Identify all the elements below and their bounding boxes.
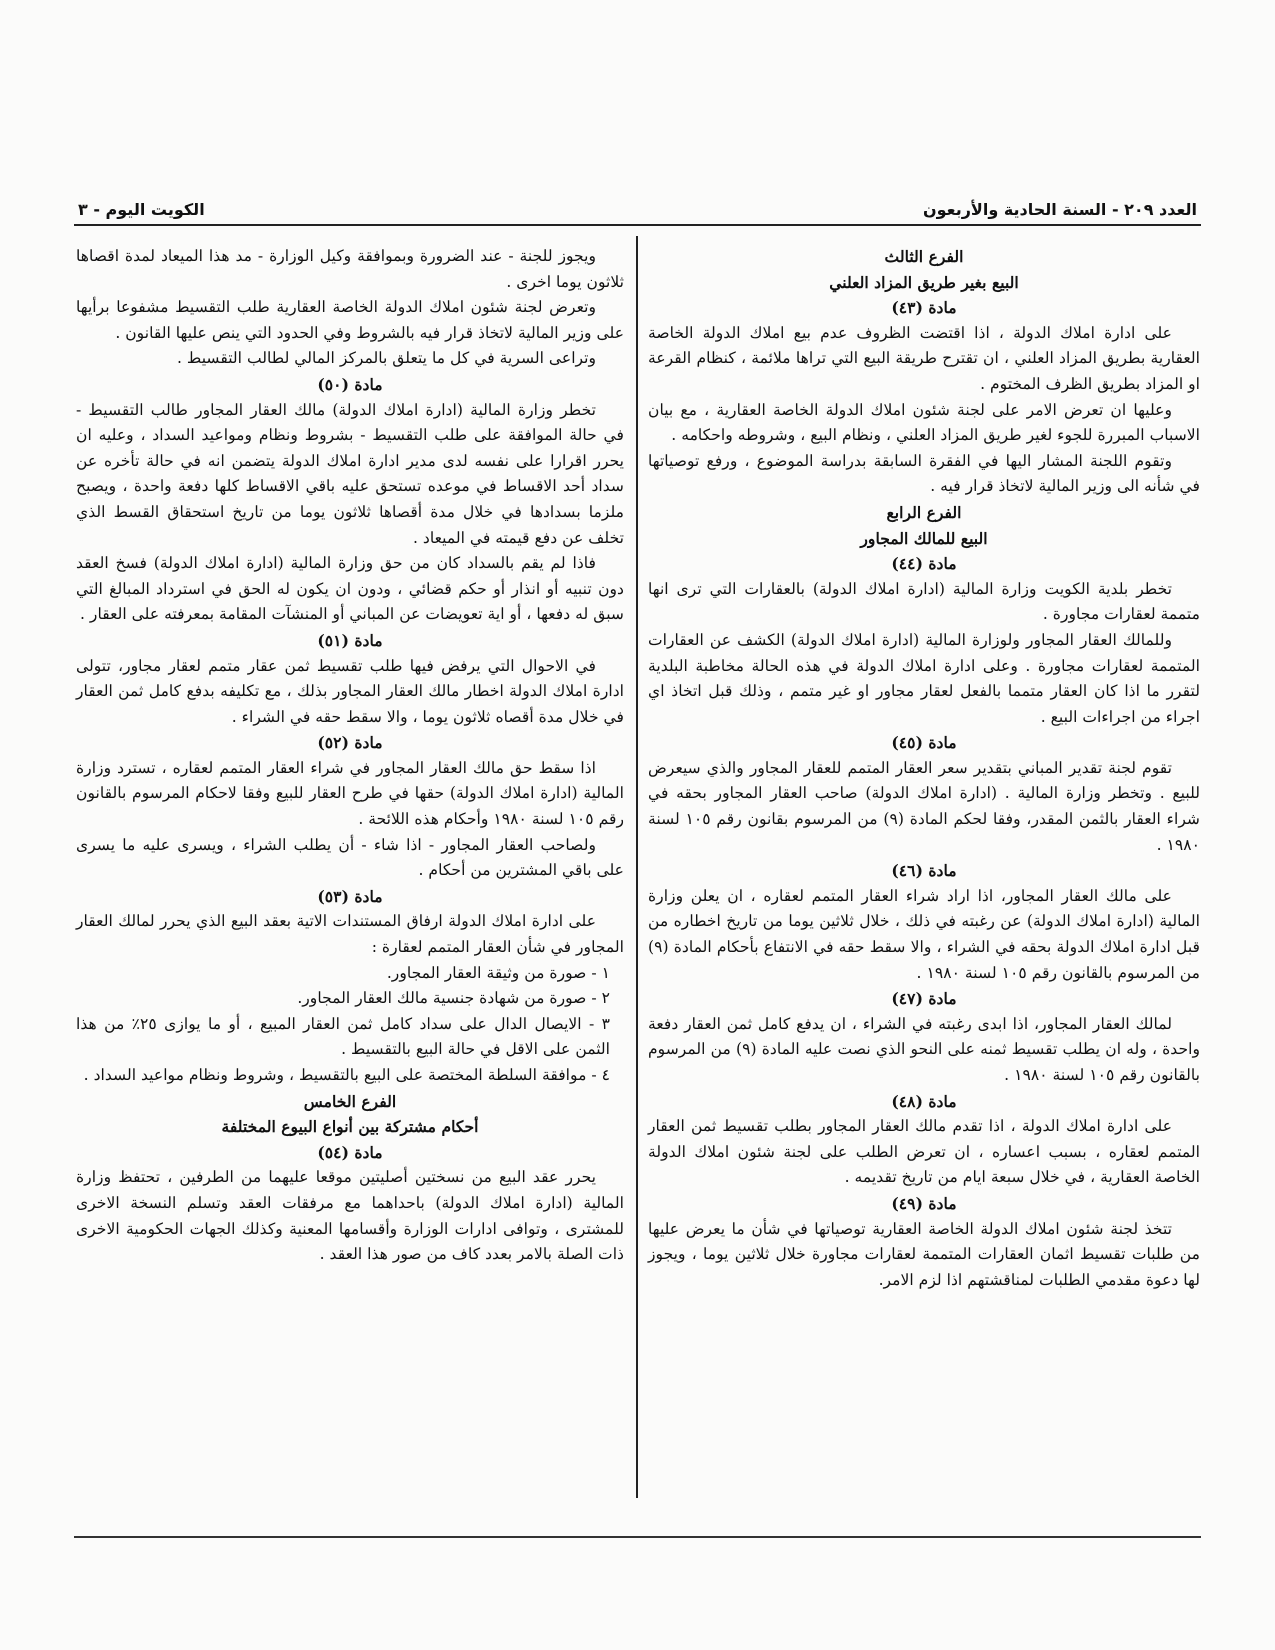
paragraph: على ادارة املاك الدولة ، اذا تقدم مالك العقار المجاور بطلب تقسيط ثمن العقار المتمم لعقاره ، بسبب اعساره ، ان تعرض الطلب على لجنة شئون املاك الدولة الخاصة العقارية ، في خلال سبعة ايام من تاريخ تقديمه . — [648, 1117, 1200, 1187]
paragraph: وللمالك العقار المجاور ولوزارة المالية (ادارة املاك الدولة) الكشف عن العقارات المتممة لعقارات مجاورة . وعلى ادارة املاك الدولة في هذه الحالة مخاطبة البلدية لتقرر ما اذا كان العقار متمما بالفعل لعقار مجاور او غير متمم ، وذلك قبل اتخاذ اي اجراء من اجراءات البيع . — [648, 630, 1200, 726]
list-item: ٢ - صورة من شهادة جنسية مالك العقار المجاور. — [297, 989, 610, 1008]
left-column — [76, 244, 624, 1268]
list-item: ١ - صورة من وثيقة العقار المجاور. — [386, 963, 610, 982]
paragraph: ويجوز للجنة - عند الضرورة وبموافقة وكيل الوزارة - مد هذا الميعاد لمدة اقصاها ثلاثون يوما اخرى . — [76, 247, 624, 291]
column-divider — [636, 236, 638, 1498]
paragraph: اذا سقط حق مالك العقار المجاور في شراء العقار المتمم لعقاره ، تسترد وزارة المالية (ادارة املاك الدولة) حقها في طرح العقار للبيع وفقا لاحكام المرسوم بالقانون رقم ١٠٥ لسنة ١٩٨٠ وأحكام هذه اللائحة . — [76, 758, 624, 829]
paragraph: تخطر بلدية الكويت وزارة المالية (ادارة املاك الدولة) بالعقارات التي ترى انها متممة لعقارات مجاورة . — [648, 579, 1200, 624]
paragraph: تتخذ لجنة شئون املاك الدولة الخاصة العقارية توصياتها في شأن ما يعرض عليها من طلبات تقسيط اثمان العقارات المتممة لعقارات مجاورة خلال ثلاثين يوما ، ويجوز لها دعوة مقدمي الطلبات لمناقشتهم اذا لزم الامر. — [648, 1219, 1200, 1289]
paragraph: وتراعى السرية في كل ما يتعلق بالمركز المالي لطالب التقسيط . — [177, 349, 596, 368]
issue-info: العدد ٢٠٩ - السنة الحادية والأربعون — [922, 199, 1197, 219]
branch-title: الفرع الرابع — [886, 502, 962, 522]
list-item: ٤ - موافقة السلطة المختصة على البيع بالتقسيط ، وشروط ونظام مواعيد السداد . — [83, 1066, 610, 1084]
article-heading: مادة (٤٥) — [891, 733, 957, 753]
article-heading: مادة (٥٣) — [317, 886, 383, 906]
paragraph: لمالك العقار المجاور، اذا ابدى رغبته في الشراء ، ان يدفع كامل ثمن العقار دفعة واحدة ، وله ان يطلب تقسيط ثمنه على النحو الذي نصت عليه المادة (٩) من المرسوم بالقانون رقم ١٠٥ لسنة ١٩٨٠ . — [648, 1014, 1200, 1084]
paragraph: تقوم لجنة تقدير المباني بتقدير سعر العقار المتمم للعقار المجاور والذي سيعرض للبيع . وتخطر وزارة المالية . (ادارة املاك الدولة) صاحب العقار المجاور بحقه في شراء العقار بالثمن المقدر، وفقا لحكم المادة (٩) من المرسوم بقانون رقم ١٠٥ لسنة ١٩٨٠ . — [648, 758, 1200, 854]
paragraph: ولصاحب العقار المجاور - اذا شاء - أن يطلب الشراء ، ويسرى عليه ما يسرى على باقي المشترين من أحكام . — [76, 835, 624, 880]
article-heading: مادة (٥٤) — [317, 1142, 383, 1162]
article-heading: مادة (٥١) — [317, 630, 383, 650]
paragraph: يحرر عقد البيع من نسختين أصليتين موقعا عليهما من الطرفين ، تحتفظ وزارة المالية (ادارة املاك الدولة) باحداهما مع مرفقات العقد وتسلم النسخة الاخرى للمشترى ، وتوافى ادارات الوزارة وأقسامها المعنية وكذلك الجهات الحكومية الاخرى ذات الصلة بالامر بعدد كاف من صور هذا العقد . — [76, 1168, 624, 1264]
article-heading: مادة (٤٧) — [891, 989, 957, 1009]
publication-title: الكويت اليوم - ٣ — [78, 199, 205, 219]
footer-rule — [74, 1536, 1201, 1538]
article-heading: مادة (٥٠) — [317, 374, 383, 394]
paragraph: في الاحوال التي يرفض فيها طلب تقسيط ثمن عقار متمم لعقار مجاور، تتولى ادارة املاك الدولة اخطار مالك العقار المجاور بذلك ، مع تكليفه بدفع كامل ثمن العقار في خلال مدة أقصاه ثلاثون يوما ، والا سقط حقه في الشراء . — [76, 656, 624, 726]
list-item: ٣ - الايصال الدال على سداد كامل ثمن العقار المبيع ، أو ما يوازى ٢٥٪ من هذا الثمن على الاقل في حالة البيع بالتقسيط . — [76, 1014, 610, 1059]
paragraph: وتقوم اللجنة المشار اليها في الفقرة السابقة بدراسة الموضوع ، ورفع توصياتها في شأنه الى وزير المالية لاتخاذ قرار فيه . — [648, 451, 1200, 496]
header-rule — [74, 224, 1201, 226]
article-heading: مادة (٤٩) — [891, 1193, 957, 1213]
article-heading: مادة (٤٦) — [891, 861, 957, 881]
branch-title: الفرع الثالث — [884, 247, 964, 266]
right-column — [648, 244, 1200, 1293]
branch-title: الفرع الخامس — [303, 1091, 397, 1111]
branch-subtitle: أحكام مشتركة بين أنواع البيوع المختلفة — [221, 1117, 479, 1137]
branch-subtitle: البيع للمالك المجاور — [860, 528, 988, 548]
article-heading: مادة (٥٢) — [317, 733, 383, 753]
article-heading: مادة (٤٤) — [891, 554, 957, 574]
paragraph: وتعرض لجنة شئون املاك الدولة الخاصة العقارية طلب التقسيط مشفوعا برأيها على وزير المالية لاتخاذ قرار فيه بالشروط وفي الحدود التي ينص عليها القانون . — [76, 298, 624, 342]
paragraph: فاذا لم يقم بالسداد كان من حق وزارة المالية (ادارة املاك الدولة) فسخ العقد دون تنبيه أو انذار أو حكم قضائي ، ودون ان يكون له الحق في استرداد المبالغ التي سبق له دفعها ، أو اية تعويضات عن المباني أو المنشآت المقامة بمعرفته على العقار . — [76, 554, 624, 624]
paragraph: على ادارة املاك الدولة ، اذا اقتضت الظروف عدم بيع املاك الدولة الخاصة العقارية بطريق المزاد العلني ، ان تقترح طريقة البيع التي تراها ملائمة ، كنظام القرعة او المزاد بطريق الظرف المختوم . — [648, 323, 1200, 393]
paragraph: وعليها ان تعرض الامر على لجنة شئون املاك الدولة الخاصة العقارية ، مع بيان الاسباب المبررة للجوء لغير طريق المزاد العلني ، ونظام البيع ، وشروطه واحكامه . — [648, 400, 1200, 445]
article-heading: مادة (٤٣) — [891, 298, 957, 318]
branch-subtitle: البيع بغير طريق المزاد العلني — [829, 272, 1019, 292]
page-header — [78, 196, 1197, 222]
article-heading: مادة (٤٨) — [891, 1091, 957, 1111]
paragraph: على مالك العقار المجاور، اذا اراد شراء العقار المتمم لعقاره ، ان يعلن وزارة المالية (ادارة املاك الدولة) عن رغبته في ذلك ، خلال ثلاثين يوما من تاريخ اخطاره من قبل ادارة املاك الدولة بحقه في الشراء ، والا سقط حقه في الانتفاع بأحكام المادة (٩) من المرسوم بالقانون رقم ١٠٥ لسنة ١٩٨٠ . — [648, 886, 1200, 982]
paragraph: على ادارة املاك الدولة ارفاق المستندات الاتية بعقد البيع الذي يحرر لمالك العقار المجاور في شأن العقار المتمم لعقارة : — [76, 912, 624, 957]
paragraph: تخطر وزارة المالية (ادارة املاك الدولة) مالك العقار المجاور طالب التقسيط - في حالة الموافقة على طلب التقسيط - بشروط ونظام ومواعيد السداد ، وعليه ان يحرر اقرارا على نفسه لدى مدير ادارة املاك الدولة يتضمن انه في حالة تأخره عن سداد أحد الاقساط في موعده تستحق عليه باقي الاقساط كلها دفعة واحدة ، ويصبح ملزما بسدادها في خلال مدة أقصاها ثلاثون يوما من تاريخ استحقاق القسط الذي تخلف عن دفع قيمته في الميعاد . — [76, 400, 624, 547]
